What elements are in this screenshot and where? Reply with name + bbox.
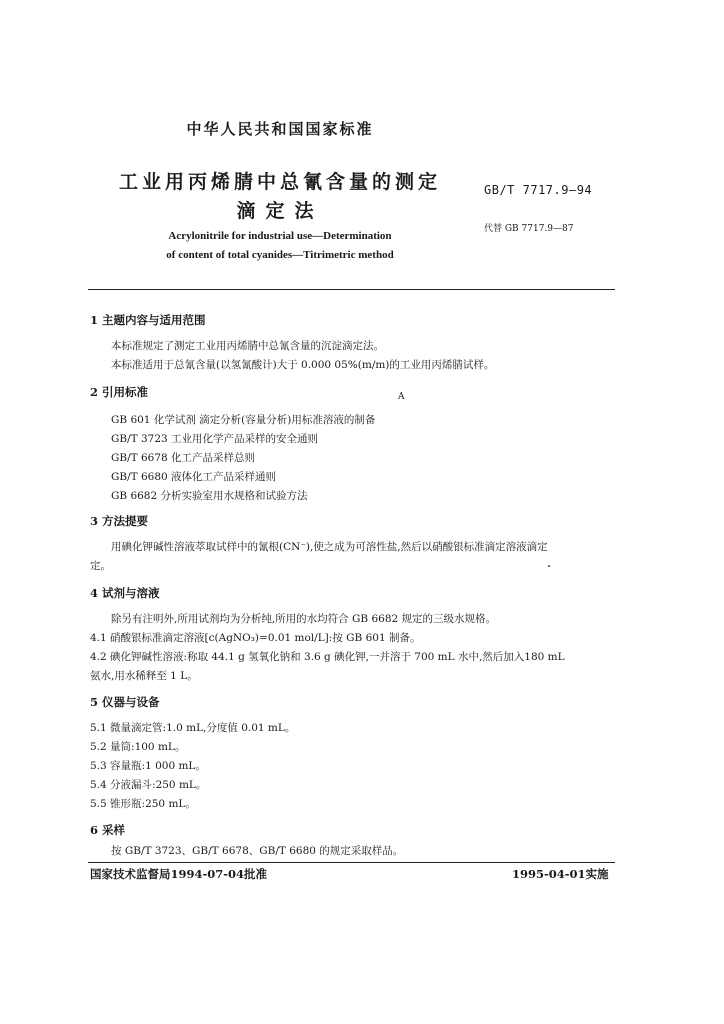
implementation-date: 1995-04-01实施 (512, 867, 609, 881)
equipment-item: 5.5 锥形瓶:250 mL。 (90, 798, 196, 810)
document-title-line1: 工业用丙烯腈中总氰含量的测定 (118, 171, 441, 193)
stray-mark: A (398, 392, 405, 402)
section-6-paragraph: 按 GB/T 3723、GB/T 6678、GB/T 6680 的规定采取样品。 (111, 845, 404, 857)
section-5-heading: 5 仪器与设备 (90, 695, 160, 709)
english-title-line1: Acrylonitrile for industrial use—Determination (168, 230, 392, 242)
section-4-heading: 4 试剂与溶液 (90, 586, 160, 600)
reference-item: GB 6682 分析实验室用水规格和试验方法 (111, 490, 308, 502)
national-standard-heading: 中华人民共和国国家标准 (186, 120, 374, 138)
section-2-heading: 2 引用标准 (90, 385, 149, 399)
section-4-intro: 除另有注明外,所用试剂均为分析纯,所用的水均符合 GB 6682 规定的三级水规格。 (111, 613, 497, 625)
header-divider (88, 289, 615, 290)
reference-item: GB/T 3723 工业用化学产品采样的安全通则 (111, 433, 319, 445)
equipment-item: 5.2 量筒:100 mL。 (90, 741, 186, 753)
section-1-heading: 1 主题内容与适用范围 (90, 313, 206, 327)
reference-item: GB 601 化学试剂 滴定分析(容量分析)用标准溶液的制备 (111, 414, 376, 426)
footer-divider (88, 862, 615, 863)
section-4-item-2-line1: 4.2 碘化钾碱性溶液:称取 44.1 g 氢氧化钠和 3.6 g 碘化钾,一并溶于 700 mL 水中,然后加入180 mL (90, 651, 565, 663)
section-6-heading: 6 采样 (90, 823, 126, 837)
equipment-item: 5.1 微量滴定管:1.0 mL,分度值 0.01 mL。 (90, 722, 296, 734)
section-3-paragraph-line2: 定。 (90, 560, 111, 572)
approval-date: 国家技术监督局1994-07-04批准 (90, 867, 268, 881)
section-3-paragraph-line1: 用碘化钾碱性溶液萃取试样中的氰根(CN⁻),使之成为可溶性盐,然后以硝酸银标准滴定溶液滴定 (111, 541, 548, 553)
section-1-paragraph-2: 本标准适用于总氰含量(以氢氰酸计)大于 0.000 05%(m/m)的工业用丙烯腈试样。 (111, 359, 495, 371)
section-3-heading: 3 方法提要 (90, 514, 149, 528)
standard-code: GB/T 7717.9—94 (484, 183, 593, 197)
document-title-line2: 滴定法 (236, 200, 324, 222)
section-4-item-2-line2: 氨水,用水稀释至 1 L。 (90, 670, 198, 682)
section-1-paragraph-1: 本标准规定了测定工业用丙烯腈中总氰含量的沉淀滴定法。 (111, 340, 384, 352)
scan-speck (548, 565, 550, 567)
reference-item: GB/T 6680 液体化工产品采样通则 (111, 471, 277, 483)
section-4-item-1: 4.1 硝酸银标准滴定溶液[c(AgNO₃)=0.01 mol/L]:按 GB 601 制备。 (90, 632, 421, 644)
equipment-item: 5.4 分液漏斗:250 mL。 (90, 779, 207, 791)
replaces-code: 代替 GB 7717.9—87 (484, 224, 574, 234)
english-title-line2: of content of total cyanides—Titrimetric method (166, 249, 394, 261)
equipment-item: 5.3 容量瓶:1 000 mL。 (90, 760, 206, 772)
reference-item: GB/T 6678 化工产品采样总则 (111, 452, 256, 464)
